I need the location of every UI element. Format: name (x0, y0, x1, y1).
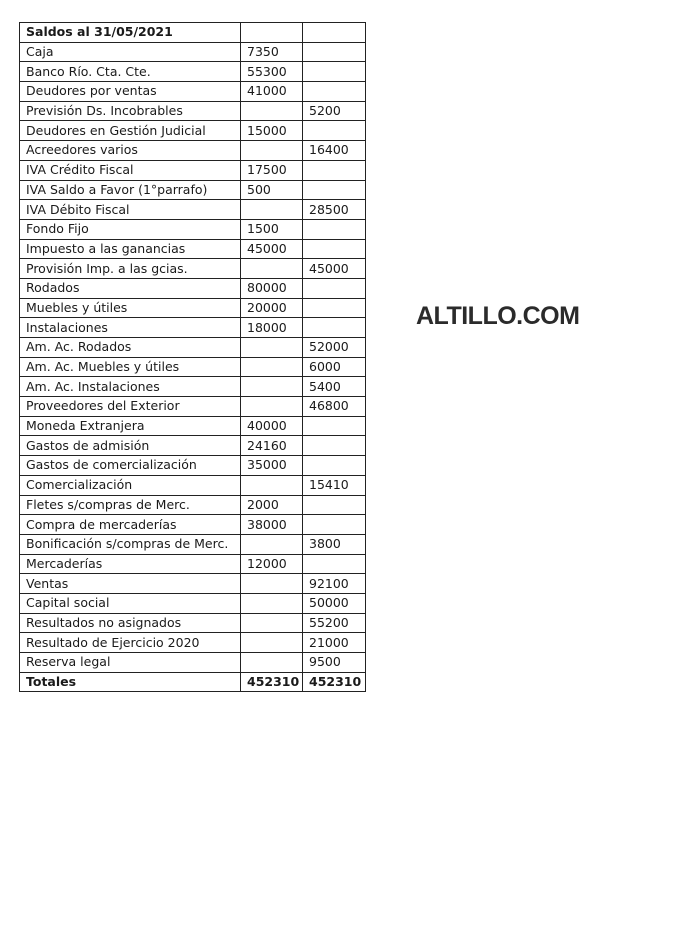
debit-cell (241, 475, 303, 495)
account-cell: Caja (20, 42, 241, 62)
debit-cell: 41000 (241, 82, 303, 102)
debit-cell: 55300 (241, 62, 303, 82)
account-cell: Capital social (20, 593, 241, 613)
account-cell: IVA Débito Fiscal (20, 200, 241, 220)
altillo-watermark: ALTILLO.COM (416, 302, 580, 330)
account-cell: Instalaciones (20, 318, 241, 338)
table-row (20, 397, 366, 417)
table-row (20, 121, 366, 141)
credit-cell (303, 219, 366, 239)
credit-cell: 55200 (303, 613, 366, 633)
account-cell: Moneda Extranjera (20, 416, 241, 436)
credit-cell (303, 554, 366, 574)
table-row (20, 633, 366, 653)
debit-cell: 45000 (241, 239, 303, 259)
account-cell: Fondo Fijo (20, 219, 241, 239)
debit-cell: 38000 (241, 515, 303, 535)
credit-cell: 9500 (303, 653, 366, 673)
table-row (20, 180, 366, 200)
credit-cell: 45000 (303, 259, 366, 279)
account-cell: Previsión Ds. Incobrables (20, 101, 241, 121)
debit-cell (241, 613, 303, 633)
debit-cell: 1500 (241, 219, 303, 239)
table-header-row (20, 23, 366, 43)
account-cell: Deudores en Gestión Judicial (20, 121, 241, 141)
debit-cell (241, 377, 303, 397)
table-row (20, 141, 366, 161)
debit-cell: 17500 (241, 160, 303, 180)
debit-cell: 35000 (241, 456, 303, 476)
debit-cell: 24160 (241, 436, 303, 456)
table-row (20, 554, 366, 574)
credit-cell (303, 239, 366, 259)
account-cell: Saldos al 31/05/2021 (20, 23, 241, 43)
credit-cell: 92100 (303, 574, 366, 594)
table-row (20, 259, 366, 279)
credit-cell (303, 278, 366, 298)
debit-cell (241, 357, 303, 377)
debit-cell: 40000 (241, 416, 303, 436)
debit-cell: 20000 (241, 298, 303, 318)
credit-cell (303, 23, 366, 43)
debit-cell (241, 574, 303, 594)
debit-cell (241, 534, 303, 554)
credit-cell (303, 180, 366, 200)
account-cell: Acreedores varios (20, 141, 241, 161)
table-row (20, 298, 366, 318)
table-row (20, 82, 366, 102)
table-row (20, 318, 366, 338)
credit-cell: 21000 (303, 633, 366, 653)
credit-cell: 5200 (303, 101, 366, 121)
debit-cell: 15000 (241, 121, 303, 141)
account-cell: Gastos de comercialización (20, 456, 241, 476)
table-row (20, 377, 366, 397)
credit-cell (303, 495, 366, 515)
credit-cell (303, 298, 366, 318)
credit-cell (303, 160, 366, 180)
credit-cell (303, 515, 366, 535)
credit-cell (303, 416, 366, 436)
account-cell: Am. Ac. Instalaciones (20, 377, 241, 397)
debit-cell (241, 653, 303, 673)
account-cell: Rodados (20, 278, 241, 298)
table-row (20, 62, 366, 82)
account-cell: Bonificación s/compras de Merc. (20, 534, 241, 554)
account-cell: Gastos de admisión (20, 436, 241, 456)
table-row (20, 436, 366, 456)
debit-cell: 80000 (241, 278, 303, 298)
credit-cell (303, 436, 366, 456)
credit-cell: 16400 (303, 141, 366, 161)
table-row (20, 653, 366, 673)
balance-table-body (20, 23, 366, 692)
debit-cell: 452310 (241, 672, 303, 692)
account-cell: Totales (20, 672, 241, 692)
credit-cell: 52000 (303, 338, 366, 358)
account-cell: Deudores por ventas (20, 82, 241, 102)
debit-cell: 7350 (241, 42, 303, 62)
account-cell: Reserva legal (20, 653, 241, 673)
table-row (20, 357, 366, 377)
debit-cell (241, 200, 303, 220)
credit-cell: 3800 (303, 534, 366, 554)
debit-cell (241, 338, 303, 358)
credit-cell: 5400 (303, 377, 366, 397)
account-cell: Am. Ac. Rodados (20, 338, 241, 358)
totals-row (20, 672, 366, 692)
account-cell: IVA Saldo a Favor (1°parrafo) (20, 180, 241, 200)
table-row (20, 613, 366, 633)
table-row (20, 475, 366, 495)
account-cell: Impuesto a las ganancias (20, 239, 241, 259)
debit-cell (241, 23, 303, 43)
account-cell: Mercaderías (20, 554, 241, 574)
credit-cell: 46800 (303, 397, 366, 417)
credit-cell (303, 42, 366, 62)
account-cell: Muebles y útiles (20, 298, 241, 318)
account-cell: Banco Río. Cta. Cte. (20, 62, 241, 82)
debit-cell (241, 633, 303, 653)
table-row (20, 593, 366, 613)
credit-cell (303, 318, 366, 338)
debit-cell (241, 101, 303, 121)
table-row (20, 160, 366, 180)
credit-cell: 50000 (303, 593, 366, 613)
account-cell: Compra de mercaderías (20, 515, 241, 535)
debit-cell (241, 259, 303, 279)
debit-cell: 500 (241, 180, 303, 200)
account-cell: Resultados no asignados (20, 613, 241, 633)
account-cell: Fletes s/compras de Merc. (20, 495, 241, 515)
debit-cell: 12000 (241, 554, 303, 574)
table-row (20, 278, 366, 298)
account-cell: Resultado de Ejercicio 2020 (20, 633, 241, 653)
account-cell: Ventas (20, 574, 241, 594)
balance-table (19, 22, 366, 692)
credit-cell (303, 456, 366, 476)
account-cell: Am. Ac. Muebles y útiles (20, 357, 241, 377)
credit-cell: 452310 (303, 672, 366, 692)
table-row (20, 534, 366, 554)
table-row (20, 416, 366, 436)
table-row (20, 495, 366, 515)
credit-cell (303, 121, 366, 141)
table-row (20, 338, 366, 358)
table-row (20, 239, 366, 259)
credit-cell (303, 62, 366, 82)
table-row (20, 515, 366, 535)
debit-cell: 18000 (241, 318, 303, 338)
credit-cell: 28500 (303, 200, 366, 220)
account-cell: Provisión Imp. a las gcias. (20, 259, 241, 279)
table-row (20, 101, 366, 121)
table-row (20, 219, 366, 239)
credit-cell: 15410 (303, 475, 366, 495)
table-row (20, 574, 366, 594)
table-row (20, 456, 366, 476)
debit-cell (241, 593, 303, 613)
account-cell: Proveedores del Exterior (20, 397, 241, 417)
credit-cell (303, 82, 366, 102)
account-cell: Comercialización (20, 475, 241, 495)
debit-cell (241, 397, 303, 417)
account-cell: IVA Crédito Fiscal (20, 160, 241, 180)
table-row (20, 42, 366, 62)
table-row (20, 200, 366, 220)
credit-cell: 6000 (303, 357, 366, 377)
debit-cell (241, 141, 303, 161)
debit-cell: 2000 (241, 495, 303, 515)
